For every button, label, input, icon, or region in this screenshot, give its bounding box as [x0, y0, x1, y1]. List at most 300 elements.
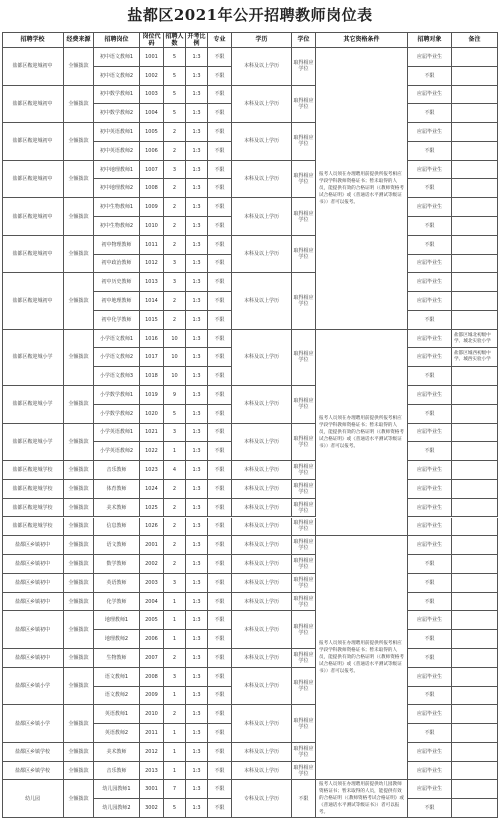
education-cell: 本科及以上学历: [232, 273, 292, 329]
major-cell: 不限: [208, 518, 232, 537]
major-cell: 不限: [208, 762, 232, 781]
degree-cell: 取得相应学位: [292, 123, 316, 161]
school-cell: 盐都区鞍迎城小学: [2, 386, 64, 424]
position-cell: 美术教师: [94, 499, 140, 518]
position-cell: 幼儿园教师1: [94, 780, 140, 799]
position-cell: 初中生物教师1: [94, 198, 140, 217]
headcount-cell: 1: [164, 762, 186, 781]
funding-cell: 全额拨款: [64, 161, 94, 199]
remark-cell: [452, 536, 498, 555]
remark-cell: 盐都区城北初级中学、城北实验小学: [452, 330, 498, 349]
position-cell: 英语教师: [94, 574, 140, 593]
funding-cell: 全额拨款: [64, 273, 94, 329]
headcount-cell: 3: [164, 255, 186, 274]
position-code-cell: 3001: [140, 780, 164, 799]
position-code-cell: 2003: [140, 574, 164, 593]
major-cell: 不限: [208, 687, 232, 706]
headcount-cell: 2: [164, 311, 186, 330]
position-cell: 数学教师: [94, 555, 140, 574]
major-cell: 不限: [208, 161, 232, 180]
position-cell: 美术教师: [94, 743, 140, 762]
headcount-cell: 2: [164, 536, 186, 555]
remark-cell: [452, 442, 498, 461]
education-cell: 本科及以上学历: [232, 161, 292, 199]
position-cell: 初中语文教师2: [94, 67, 140, 86]
column-header: 招聘岗位: [94, 32, 140, 48]
funding-cell: 全额拨款: [64, 593, 94, 612]
school-cell: 盐都区鞍迎城初中: [2, 48, 64, 86]
remark-cell: [452, 217, 498, 236]
headcount-cell: 2: [164, 649, 186, 668]
target-cell: 应届毕业生: [408, 198, 452, 217]
remark-cell: [452, 236, 498, 255]
major-cell: 不限: [208, 292, 232, 311]
position-code-cell: 1024: [140, 480, 164, 499]
ratio-cell: 1:3: [186, 536, 208, 555]
funding-cell: 全额拨款: [64, 480, 94, 499]
remark-cell: [452, 630, 498, 649]
major-cell: 不限: [208, 780, 232, 799]
remark-cell: [452, 198, 498, 217]
position-cell: 幼儿园教师2: [94, 799, 140, 818]
degree-cell: 取得相应学位: [292, 198, 316, 236]
education-cell: 本科及以上学历: [232, 461, 292, 480]
funding-cell: 全额拨款: [64, 762, 94, 781]
ratio-cell: 1:3: [186, 743, 208, 762]
major-cell: 不限: [208, 67, 232, 86]
position-code-cell: 1025: [140, 499, 164, 518]
major-cell: 不限: [208, 348, 232, 367]
headcount-cell: 5: [164, 67, 186, 86]
major-cell: 不限: [208, 555, 232, 574]
major-cell: 不限: [208, 611, 232, 630]
headcount-cell: 5: [164, 48, 186, 67]
major-cell: 不限: [208, 743, 232, 762]
position-code-cell: 1021: [140, 424, 164, 443]
funding-cell: 全额拨款: [64, 386, 94, 424]
school-cell: 幼儿园: [2, 780, 64, 818]
headcount-cell: 5: [164, 86, 186, 105]
position-cell: 小学语文教师3: [94, 367, 140, 386]
position-cell: 初中政治教师: [94, 255, 140, 274]
position-code-cell: 2005: [140, 611, 164, 630]
degree-cell: 取得相应学位: [292, 386, 316, 424]
remark-cell: [452, 86, 498, 105]
position-cell: 语文教师: [94, 536, 140, 555]
target-cell: 应届毕业生: [408, 668, 452, 687]
target-cell: 应届毕业生: [408, 743, 452, 762]
degree-cell: 取得相应学位: [292, 593, 316, 612]
headcount-cell: 3: [164, 161, 186, 180]
degree-cell: 取得相应学位: [292, 536, 316, 555]
remark-cell: [452, 104, 498, 123]
education-cell: 本科及以上学历: [232, 649, 292, 668]
position-code-cell: 1026: [140, 518, 164, 537]
column-header: 岗位代码: [140, 32, 164, 48]
ratio-cell: 1:3: [186, 161, 208, 180]
headcount-cell: 2: [164, 198, 186, 217]
headcount-cell: 3: [164, 273, 186, 292]
position-cell: 语文教师2: [94, 687, 140, 706]
degree-cell: 取得相应学位: [292, 762, 316, 781]
headcount-cell: 2: [164, 518, 186, 537]
position-cell: 英语教师2: [94, 724, 140, 743]
target-cell: 应届毕业生: [408, 762, 452, 781]
position-cell: 地理教师2: [94, 630, 140, 649]
ratio-cell: 1:3: [186, 499, 208, 518]
position-cell: 小学语文教师2: [94, 348, 140, 367]
headcount-cell: 5: [164, 799, 186, 818]
education-cell: 本科及以上学历: [232, 593, 292, 612]
position-cell: 初中化学教师: [94, 311, 140, 330]
education-cell: 专科及以上学历: [232, 780, 292, 818]
ratio-cell: 1:3: [186, 574, 208, 593]
position-cell: 小学数学教师1: [94, 386, 140, 405]
education-cell: 本科及以上学历: [232, 236, 292, 274]
education-cell: 本科及以上学历: [232, 480, 292, 499]
target-cell: 不限: [408, 593, 452, 612]
funding-cell: 全额拨款: [64, 461, 94, 480]
remark-cell: [452, 743, 498, 762]
target-cell: 不限: [408, 236, 452, 255]
school-cell: 盐都区鞍迎城初中: [2, 161, 64, 199]
education-cell: 本科及以上学历: [232, 123, 292, 161]
major-cell: 不限: [208, 499, 232, 518]
headcount-cell: 10: [164, 348, 186, 367]
degree-cell: 取得相应学位: [292, 236, 316, 274]
education-cell: 本科及以上学历: [232, 499, 292, 518]
position-cell: 初中数学教师2: [94, 104, 140, 123]
ratio-cell: 1:3: [186, 405, 208, 424]
position-cell: 初中生物教师2: [94, 217, 140, 236]
degree-cell: 取得相应学位: [292, 461, 316, 480]
target-cell: 不限: [408, 367, 452, 386]
target-cell: 不限: [408, 217, 452, 236]
remark-cell: [452, 499, 498, 518]
target-cell: 应届毕业生: [408, 386, 452, 405]
remark-cell: [452, 48, 498, 67]
school-cell: 盐都区乡镇小学: [2, 668, 64, 706]
education-cell: 本科及以上学历: [232, 86, 292, 124]
major-cell: 不限: [208, 217, 232, 236]
degree-cell: 取得相应学位: [292, 555, 316, 574]
position-code-cell: 2010: [140, 705, 164, 724]
remark-cell: [452, 705, 498, 724]
position-code-cell: 2002: [140, 555, 164, 574]
degree-cell: 取得相应学位: [292, 499, 316, 518]
target-cell: 不限: [408, 442, 452, 461]
position-code-cell: 2012: [140, 743, 164, 762]
funding-cell: 全额拨款: [64, 518, 94, 537]
ratio-cell: 1:3: [186, 142, 208, 161]
position-code-cell: 1014: [140, 292, 164, 311]
major-cell: 不限: [208, 367, 232, 386]
funding-cell: 全额拨款: [64, 574, 94, 593]
position-cell: 初中地理教师1: [94, 161, 140, 180]
ratio-cell: 1:3: [186, 630, 208, 649]
remark-cell: [452, 424, 498, 443]
headcount-cell: 10: [164, 330, 186, 349]
school-cell: 盐都区乡镇初中: [2, 611, 64, 649]
headcount-cell: 2: [164, 142, 186, 161]
ratio-cell: 1:3: [186, 348, 208, 367]
degree-cell: 取得相应学位: [292, 649, 316, 668]
ratio-cell: 1:3: [186, 179, 208, 198]
major-cell: 不限: [208, 593, 232, 612]
position-cell: 初中英语教师2: [94, 142, 140, 161]
ratio-cell: 1:3: [186, 311, 208, 330]
ratio-cell: 1:3: [186, 555, 208, 574]
position-code-cell: 2011: [140, 724, 164, 743]
school-cell: 盐都区鞍迎城初中: [2, 198, 64, 236]
major-cell: 不限: [208, 86, 232, 105]
headcount-cell: 1: [164, 611, 186, 630]
target-cell: 应届毕业生: [408, 348, 452, 367]
funding-cell: 全额拨款: [64, 424, 94, 462]
school-cell: 盐都区鞍迎城初中: [2, 273, 64, 329]
headcount-cell: 2: [164, 480, 186, 499]
position-code-cell: 2006: [140, 630, 164, 649]
remark-cell: [452, 649, 498, 668]
major-cell: 不限: [208, 386, 232, 405]
position-code-cell: 1020: [140, 405, 164, 424]
position-code-cell: 1023: [140, 461, 164, 480]
position-cell: 小学数学教师2: [94, 405, 140, 424]
school-cell: 盐都区鞍迎城初中: [2, 123, 64, 161]
ratio-cell: 1:3: [186, 273, 208, 292]
funding-cell: 全额拨款: [64, 86, 94, 124]
target-cell: 应届毕业生: [408, 499, 452, 518]
funding-cell: 全额拨款: [64, 499, 94, 518]
target-cell: 不限: [408, 555, 452, 574]
position-cell: 英语教师1: [94, 705, 140, 724]
funding-cell: 全额拨款: [64, 123, 94, 161]
target-cell: 应届毕业生: [408, 518, 452, 537]
education-cell: 本科及以上学历: [232, 555, 292, 574]
school-cell: 盐都区鞍迎城小学: [2, 330, 64, 386]
ratio-cell: 1:3: [186, 799, 208, 818]
education-cell: 本科及以上学历: [232, 611, 292, 649]
remark-cell: [452, 273, 498, 292]
target-cell: 不限: [408, 687, 452, 706]
degree-cell: 取得相应学位: [292, 273, 316, 329]
school-cell: 盐都区鞍迎城初中: [2, 86, 64, 124]
remark-cell: [452, 367, 498, 386]
major-cell: 不限: [208, 142, 232, 161]
school-cell: 盐都区乡镇初中: [2, 649, 64, 668]
ratio-cell: 1:3: [186, 104, 208, 123]
target-cell: 不限: [408, 311, 452, 330]
position-cell: 初中数学教师1: [94, 86, 140, 105]
remark-cell: [452, 386, 498, 405]
headcount-cell: 2: [164, 555, 186, 574]
target-cell: 应届毕业生: [408, 161, 452, 180]
position-code-cell: 1007: [140, 161, 164, 180]
position-code-cell: 2009: [140, 687, 164, 706]
position-cell: 初中英语教师1: [94, 123, 140, 142]
remark-cell: [452, 255, 498, 274]
remark-cell: [452, 574, 498, 593]
ratio-cell: 1:3: [186, 292, 208, 311]
ratio-cell: 1:3: [186, 780, 208, 799]
education-cell: 本科及以上学历: [232, 518, 292, 537]
headcount-cell: 5: [164, 104, 186, 123]
target-cell: 应届毕业生: [408, 123, 452, 142]
funding-cell: 全额拨款: [64, 743, 94, 762]
school-cell: 盐都区乡镇初中: [2, 574, 64, 593]
major-cell: 不限: [208, 630, 232, 649]
position-cell: 初中历史教师: [94, 273, 140, 292]
remark-cell: [452, 292, 498, 311]
major-cell: 不限: [208, 179, 232, 198]
funding-cell: 全额拨款: [64, 649, 94, 668]
ratio-cell: 1:3: [186, 461, 208, 480]
ratio-cell: 1:3: [186, 442, 208, 461]
position-code-cell: 1011: [140, 236, 164, 255]
major-cell: 不限: [208, 536, 232, 555]
headcount-cell: 3: [164, 574, 186, 593]
target-cell: 应届毕业生: [408, 536, 452, 555]
remark-cell: [452, 179, 498, 198]
position-cell: 语文教师1: [94, 668, 140, 687]
education-cell: 本科及以上学历: [232, 330, 292, 386]
remark-cell: [452, 405, 498, 424]
target-cell: 应届毕业生: [408, 330, 452, 349]
major-cell: 不限: [208, 123, 232, 142]
major-cell: 不限: [208, 461, 232, 480]
degree-cell: 不限: [292, 780, 316, 818]
major-cell: 不限: [208, 104, 232, 123]
ratio-cell: 1:3: [186, 255, 208, 274]
position-code-cell: 1017: [140, 348, 164, 367]
remark-cell: [452, 687, 498, 706]
degree-cell: 取得相应学位: [292, 330, 316, 386]
target-cell: 不限: [408, 574, 452, 593]
headcount-cell: 2: [164, 292, 186, 311]
degree-cell: 取得相应学位: [292, 48, 316, 86]
column-header: 专业: [208, 32, 232, 48]
position-code-cell: 1022: [140, 442, 164, 461]
ratio-cell: 1:3: [186, 518, 208, 537]
ratio-cell: 1:3: [186, 386, 208, 405]
funding-cell: 全额拨款: [64, 48, 94, 86]
position-code-cell: 1005: [140, 123, 164, 142]
column-header: 招聘对象: [408, 32, 452, 48]
target-cell: 应届毕业生: [408, 292, 452, 311]
degree-cell: 取得相应学位: [292, 86, 316, 124]
school-cell: 盐都区乡镇初中: [2, 555, 64, 574]
ratio-cell: 1:3: [186, 649, 208, 668]
target-cell: 应届毕业生: [408, 780, 452, 799]
headcount-cell: 10: [164, 367, 186, 386]
remark-cell: [452, 724, 498, 743]
major-cell: 不限: [208, 311, 232, 330]
ratio-cell: 1:3: [186, 593, 208, 612]
target-cell: 应届毕业生: [408, 424, 452, 443]
remark-cell: [452, 161, 498, 180]
position-code-cell: 2013: [140, 762, 164, 781]
funding-cell: 全额拨款: [64, 705, 94, 743]
target-cell: 不限: [408, 142, 452, 161]
column-header: 招聘学校: [2, 32, 64, 48]
ratio-cell: 1:3: [186, 668, 208, 687]
school-cell: 盐都区乡镇初中: [2, 593, 64, 612]
funding-cell: 全额拨款: [64, 555, 94, 574]
target-cell: 不限: [408, 405, 452, 424]
headcount-cell: 2: [164, 217, 186, 236]
position-cell: 音乐教师: [94, 461, 140, 480]
ratio-cell: 1:3: [186, 217, 208, 236]
ratio-cell: 1:3: [186, 367, 208, 386]
education-cell: 本科及以上学历: [232, 743, 292, 762]
school-cell: 盐都区鞍迎城小学: [2, 424, 64, 462]
funding-cell: 全额拨款: [64, 236, 94, 274]
position-code-cell: 3002: [140, 799, 164, 818]
major-cell: 不限: [208, 649, 232, 668]
school-cell: 盐都区鞍迎城学校: [2, 480, 64, 499]
position-code-cell: 2008: [140, 668, 164, 687]
position-cell: 化学教师: [94, 593, 140, 612]
education-cell: 本科及以上学历: [232, 386, 292, 424]
school-cell: 盐都区鞍迎城学校: [2, 461, 64, 480]
qualification-cell: 报考人员须在办理聘用前提供所报考相应学段学科教师资格证书；暂未取得的人员，能提供有效的合格证明（《教师资格考试合格证明》或《普通话水平测试等级证书》）者可以报考。: [316, 536, 408, 780]
funding-cell: 全额拨款: [64, 330, 94, 386]
ratio-cell: 1:3: [186, 330, 208, 349]
position-code-cell: 2001: [140, 536, 164, 555]
ratio-cell: 1:3: [186, 48, 208, 67]
degree-cell: 取得相应学位: [292, 480, 316, 499]
target-cell: 不限: [408, 799, 452, 818]
major-cell: 不限: [208, 442, 232, 461]
remark-cell: [452, 67, 498, 86]
target-cell: 应届毕业生: [408, 705, 452, 724]
headcount-cell: 1: [164, 743, 186, 762]
column-header: 学历: [232, 32, 292, 48]
target-cell: 应届毕业生: [408, 611, 452, 630]
headcount-cell: 4: [164, 461, 186, 480]
ratio-cell: 1:3: [186, 724, 208, 743]
target-cell: 不限: [408, 630, 452, 649]
funding-cell: 全额拨款: [64, 611, 94, 649]
ratio-cell: 1:3: [186, 611, 208, 630]
degree-cell: 取得相应学位: [292, 705, 316, 743]
school-cell: 盐都区鞍迎城初中: [2, 236, 64, 274]
funding-cell: 全额拨款: [64, 198, 94, 236]
major-cell: 不限: [208, 273, 232, 292]
education-cell: 本科及以上学历: [232, 762, 292, 781]
degree-cell: 取得相应学位: [292, 668, 316, 706]
remark-cell: [452, 611, 498, 630]
target-cell: 应届毕业生: [408, 255, 452, 274]
ratio-cell: 1:3: [186, 86, 208, 105]
position-code-cell: 1015: [140, 311, 164, 330]
major-cell: 不限: [208, 724, 232, 743]
ratio-cell: 1:3: [186, 705, 208, 724]
education-cell: 本科及以上学历: [232, 668, 292, 706]
position-cell: 小学语文教师1: [94, 330, 140, 349]
education-cell: 本科及以上学历: [232, 48, 292, 86]
target-cell: 不限: [408, 67, 452, 86]
qualification-cell: 报考人员须在办理聘用前提供幼儿园教师资格证书；暂未取得的人员，能提供有效的合格证明（《教师资格考试合格证明》或《普通话水平测试等级证书》）者可以报考。: [316, 780, 408, 818]
remark-cell: [452, 762, 498, 781]
remark-cell: 盐都区城西初级中学、城西实验小学: [452, 348, 498, 367]
remark-cell: [452, 142, 498, 161]
remark-cell: [452, 780, 498, 799]
position-cell: 初中地理教师2: [94, 179, 140, 198]
column-header: 其它资格条件: [316, 32, 408, 48]
position-code-cell: 2007: [140, 649, 164, 668]
target-cell: 不限: [408, 649, 452, 668]
